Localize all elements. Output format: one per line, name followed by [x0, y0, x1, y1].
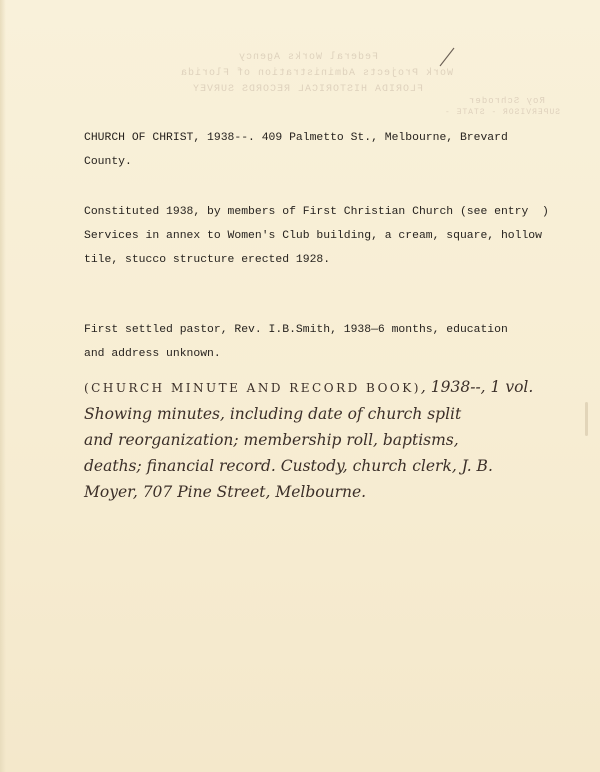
letterhead-bleed-line-5: SUPERVISOR - STATE - — [444, 108, 561, 117]
entry-history-line-1: Constituted 1938, by members of First Christian Church (see entry ) — [84, 206, 549, 218]
entry-heading — [84, 126, 564, 174]
letterhead-bleed-line-2: Work Projects Administration of Florida — [180, 68, 454, 79]
handwritten-line-5: Moyer, 707 Pine Street, Melbourne. — [84, 483, 367, 501]
entry-history-line-2: Services in annex to Women's Club building, a cream, square, hollow — [84, 230, 542, 242]
entry-heading-line-1: CHURCH OF CHRIST, 1938--. 409 Palmetto St., Melbourne, Brevard — [84, 132, 508, 144]
letterhead-bleed-line-1: Federal Works Agency — [238, 52, 379, 63]
entry-history-line-3: tile, stucco structure erected 1928. — [84, 254, 331, 266]
entry-heading-line-2: County. — [84, 156, 132, 168]
page-edge-shadow — [0, 0, 6, 772]
handwritten-record-title: (CHURCH MINUTE AND RECORD BOOK) — [84, 381, 421, 395]
entry-pastor-line-1: First settled pastor, Rev. I.B.Smith, 1938—6 months, education — [84, 324, 508, 336]
entry-history — [84, 200, 564, 272]
margin-mark — [585, 402, 588, 436]
letterhead-bleed-line-3: FLORIDA HISTORICAL RECORDS SURVEY — [192, 84, 424, 95]
check-mark-icon — [438, 46, 456, 68]
handwritten-record-note — [84, 374, 584, 505]
letterhead-bleed-line-4: Roy Schroder — [468, 96, 545, 106]
entry-pastor — [84, 318, 564, 366]
handwritten-line-1 — [84, 374, 584, 401]
handwritten-line-4: deaths; financial record. Custody, church clerk, J. B. — [84, 457, 493, 475]
handwritten-line-2: Showing minutes, including date of church split — [84, 405, 462, 423]
handwritten-record-volume: , 1938--, 1 vol. — [420, 378, 534, 396]
handwritten-line-3: and reorganization; membership roll, baptisms, — [84, 431, 459, 449]
entry-pastor-line-2: and address unknown. — [84, 348, 221, 360]
